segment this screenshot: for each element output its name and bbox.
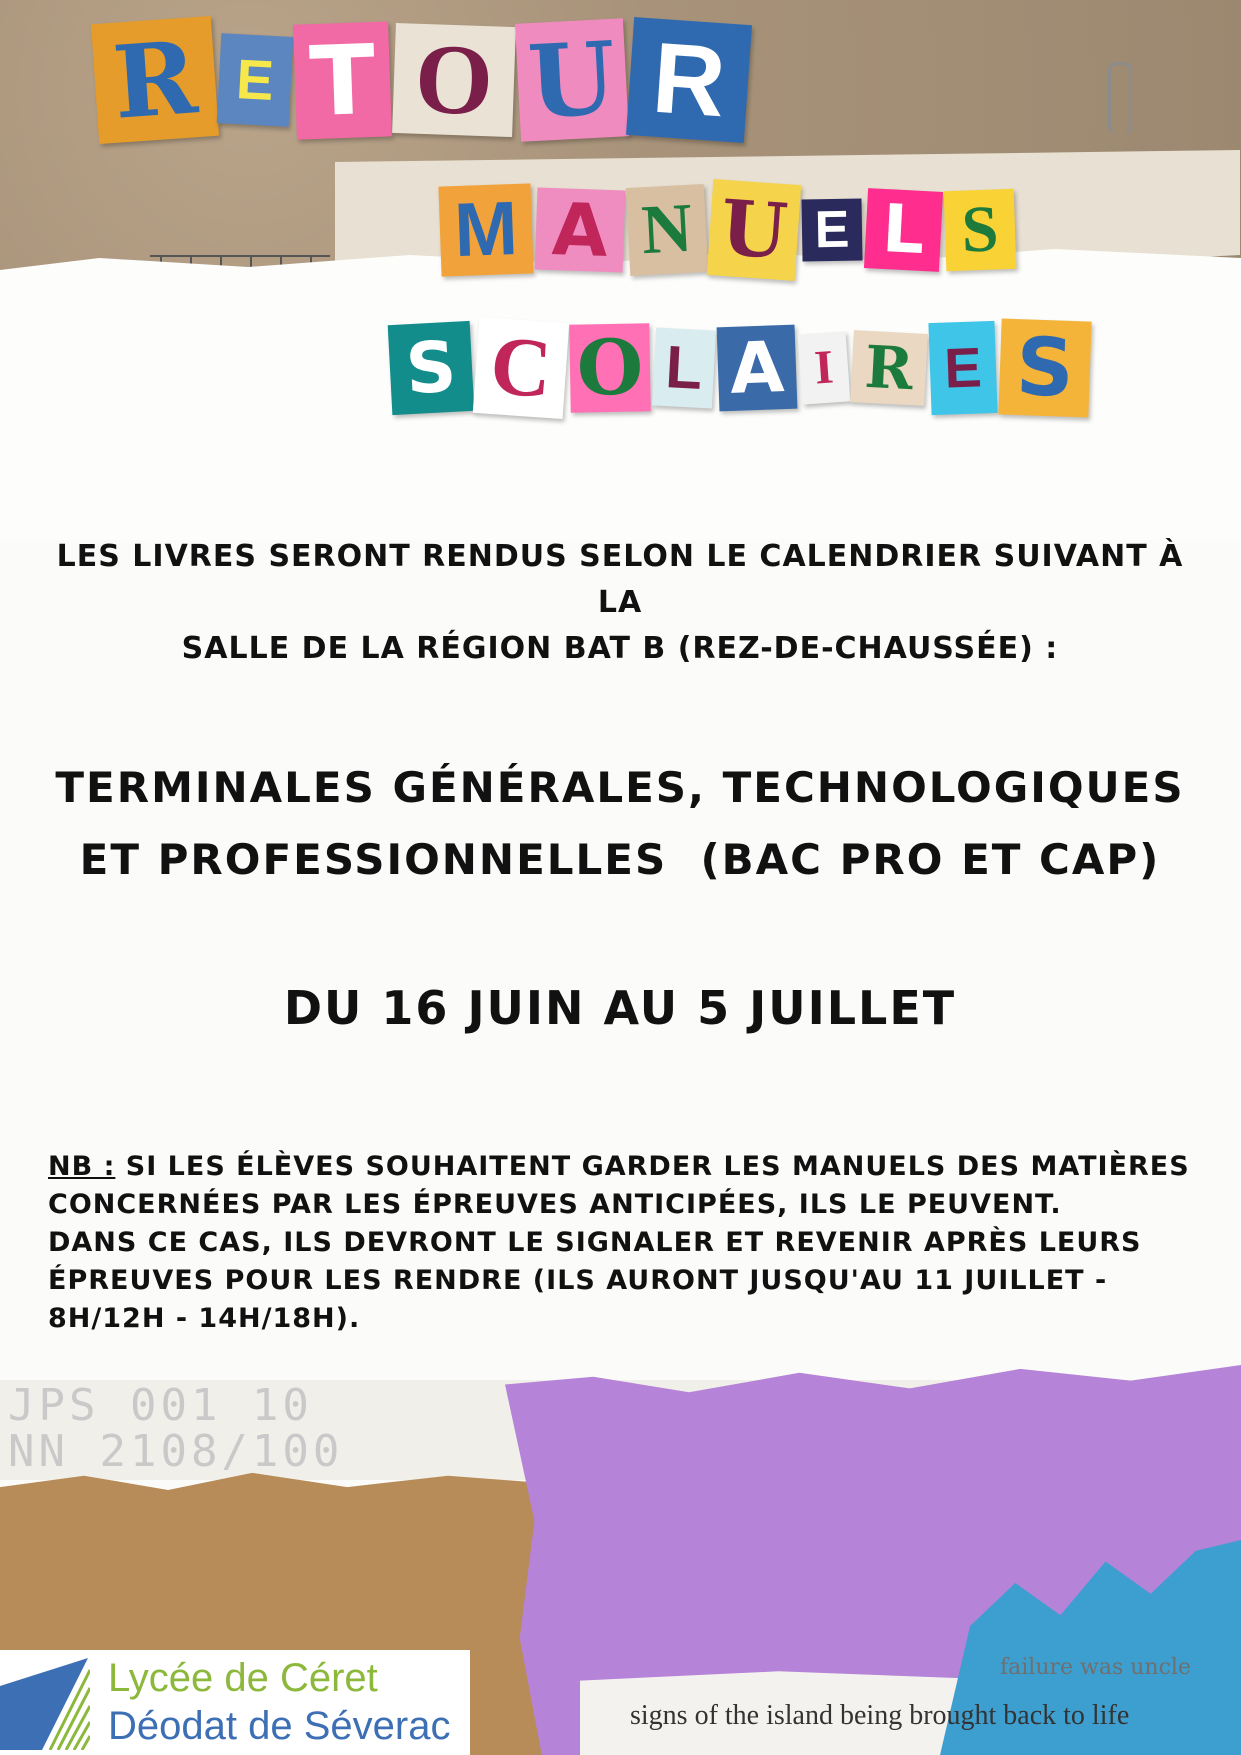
title-letter-tile: L [652,327,716,408]
title-row-manuels [440,182,1019,278]
logo-line-2: Déodat de Séverac [108,1704,451,1748]
title-letter-tile: C [473,317,569,419]
paperclip-icon [1108,62,1132,135]
classes-heading [20,752,1220,896]
title-letter-tile: T [293,21,392,139]
book-text-line: signs of the island being brought back to life [630,1700,1130,1731]
title-letter-tile: R [626,17,752,143]
title-letter-tile: N [626,184,708,276]
note-line-1: SI LES ÉLÈVES SOUHAITENT GARDER LES MANUELS DES MATIÈRES [115,1151,1190,1182]
title-letter-tile: A [535,187,626,272]
note-line: DANS CE CAS, ILS DEVRONT LE SIGNALER ET REVENIR APRÈS LEURS [48,1227,1142,1258]
logo-line-1: Lycée de Céret [108,1656,378,1700]
title-row-scolaires [390,320,1094,416]
dates-text: DU 16 JUIN AU 5 JUILLET [283,981,957,1035]
heading-line: ET PROFESSIONNELLES (BAC PRO ET CAP) [79,835,1161,884]
title-letter-tile: U [515,18,629,141]
note-line: CONCERNÉES PAR LES ÉPREUVES ANTICIPÉES, ILS LE PEUVENT. [48,1189,1062,1220]
note-line: 8H/12H - 14H/18H). [48,1303,361,1334]
intro-text [30,534,1210,672]
title-row-retour [95,20,752,140]
title-letter-tile: R [850,330,928,406]
note-block [48,1148,1208,1338]
title-letter-tile: L [864,188,943,272]
title-letter-tile: U [707,179,801,281]
intro-line: SALLE DE LA RÉGION BAT B (REZ-DE-CHAUSSÉE) : [181,631,1059,666]
title-letter-tile: M [438,183,533,276]
title-letter-tile: S [388,321,475,415]
title-letter-tile: E [928,321,997,415]
title-letter-tile: S [998,318,1091,417]
title-letter-tile: O [392,23,516,137]
receipt-code-line: JPS 001 10 [8,1380,313,1431]
school-logo [0,1650,470,1755]
title-letter-tile: R [91,16,219,144]
intro-line: LES LIVRES SERONT RENDUS SELON LE CALENDRIER SUIVANT À LA [56,539,1184,620]
receipt-code [8,1380,344,1477]
title-letter-tile: O [569,323,651,412]
receipt-code-line: NN 2108/100 [8,1426,344,1477]
title-letter-tile: A [717,325,798,412]
logo-mark-icon [0,1658,90,1750]
title-letter-tile: I [798,331,851,404]
title-letter-tile: S [944,189,1017,271]
heading-line: TERMINALES GÉNÉRALES, TECHNOLOGIQUES [55,763,1185,812]
title-letter-tile: E [217,33,294,127]
title-letter-tile: E [801,198,862,261]
note-line: ÉPREUVES POUR LES RENDRE (ILS AURONT JUSQU'AU 11 JUILLET - [48,1265,1108,1296]
note-label: NB : [48,1151,116,1182]
book-text-line: failure was uncle [1000,1655,1191,1680]
note-line [48,1148,1208,1186]
